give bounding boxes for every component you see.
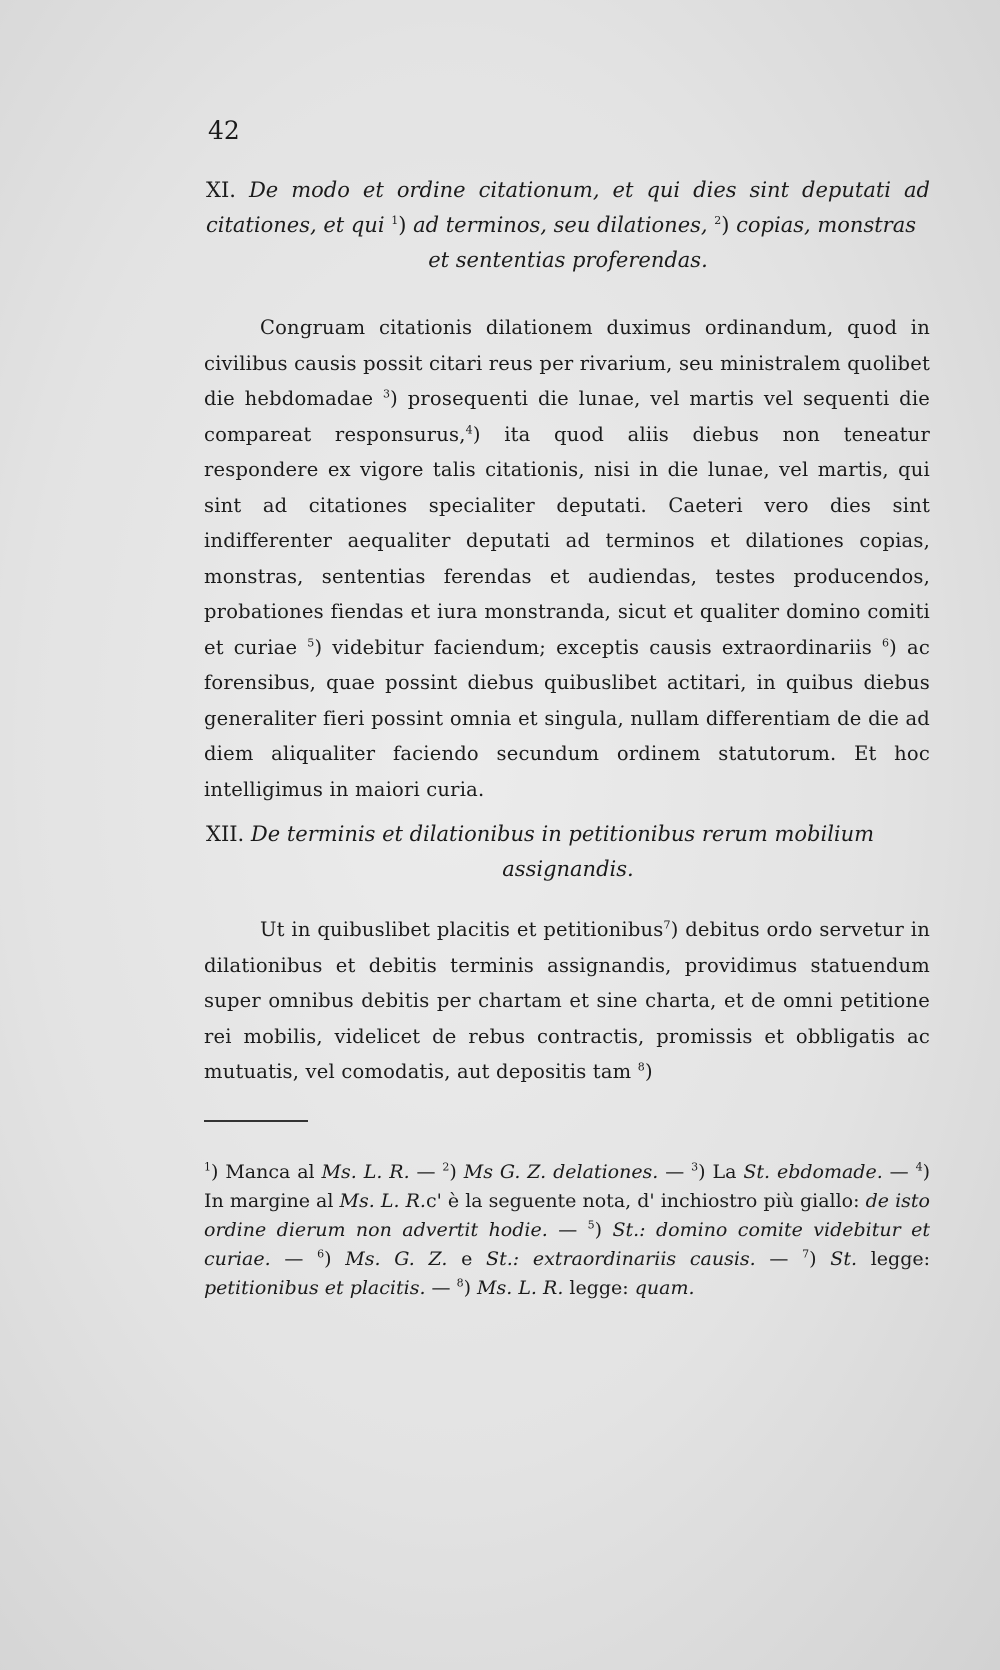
- footnote-text: St.: domino comite videbitur et curiae.: [204, 1219, 930, 1270]
- footnote-number: 3: [691, 1160, 699, 1174]
- paragraph-text: Congruam citationis dilationem duximus ordinandum, quod in civilibus causis possit citari reus per rivarium, seu ministralem quolibet die hebdomadae: [204, 316, 930, 410]
- footnote-text: La: [712, 1161, 737, 1183]
- footnote-text: quam.: [634, 1277, 695, 1299]
- footnote-text: legge:: [569, 1277, 629, 1299]
- section-title: copias, monstras: [736, 213, 916, 237]
- footnote-text: Manca al: [225, 1161, 315, 1183]
- footnote-ref: 5: [307, 636, 315, 649]
- footnote-ref: 3: [382, 387, 391, 401]
- section-heading-xii: [206, 817, 930, 887]
- footnote-text: In margine al: [204, 1190, 334, 1212]
- footnote-text: St.: [830, 1248, 857, 1270]
- footnote-number: 2: [442, 1160, 450, 1174]
- footnote-text: legge:: [870, 1248, 931, 1270]
- footnote-ref: 4: [465, 423, 473, 436]
- section-title-line: et sententias proferendas.: [428, 248, 708, 272]
- footnote-text: Ms. L. R.: [477, 1277, 564, 1299]
- footnote-text: Ms. L. R.: [339, 1190, 426, 1212]
- footnote-text: St.: extraordinariis causis.: [486, 1248, 756, 1270]
- footnote-number: 7: [802, 1247, 810, 1261]
- page-number: 42: [208, 116, 240, 145]
- footnote-text: e: [461, 1248, 473, 1270]
- footnotes: $^1$) Manca al Ms. L. R. — $^2$) Ms G. Z. delationes. — $^3$) La St. ebdomade. — $^4$) In margine al Ms. L. R.c' è la seguente nota, d' inchiostro più giallo: de isto ordine dierum non advertit hodie. — $^5$) St.: domino comite videbitur et curiae. — $^6$) Ms. G. Z. e St.: extraordinariis causis. — $^7$) St. legge: petitionibus et placitis. — $^8$) Ms. L. R. legge: quam.: [204, 1160, 931, 1299]
- section-title: ad terminos, seu dilationes,: [413, 213, 708, 237]
- footnote-text: Ms. L. R.: [321, 1161, 410, 1183]
- paragraph-text: debitus ordo servetur in dilationibus et debitis terminis assignandis, providimus statuendum super omnibus debitis per chartam et sine charta, et de omni petitione rei mobilis, videlicet de rebus contractis, promissis et obbligatis ac mutuatis, vel comodatis, aut depositis tam: [204, 918, 931, 1083]
- section-number: XI.: [206, 178, 236, 202]
- section-title: De modo et ordine citationum, et qui dies sint deputati ad citationes, et qui: [206, 178, 930, 237]
- footnote-number: 8: [456, 1276, 464, 1290]
- footnote-text: Ms G. Z. delationes.: [463, 1161, 659, 1183]
- footnote-ref: 1: [391, 214, 399, 227]
- footnote-text: petitionibus et placitis.: [204, 1277, 426, 1299]
- footnote-ref: 8: [637, 1060, 645, 1074]
- footnote-number: 5: [587, 1218, 595, 1232]
- paragraph-text: Ut in quibuslibet placitis et petitionibus: [260, 918, 664, 941]
- body-paragraph: Congruam citationis dilationem duximus ordinandum, quod in civilibus causis possit citari reus per rivarium, seu ministralem quolibet die hebdomadae $^3$) prosequenti die lunae, vel martis vel sequenti die compareat responsurus,$^4$) ita quod aliis diebus non teneatur respondere ex vigore talis citationis, nisi in die lunae, vel martis, qui sint ad citationes specialiter deputati. Caeteri vero dies sint indifferenter aequaliter deputati ad terminos et dilationes copias, monstras, sententias ferendas et audiendas, testes producendos, probationes fiendas et iura monstranda, sicut et qualiter domino comiti et curiae $^5$) videbitur faciendum; exceptis causis extraordinariis $^6$) ac forensibus, quae possint diebus quibuslibet actitari, in quibus diebus generaliter fieri possint omnia et singula, nullam differentiam de die ad diem aliqualiter faciendo secundum ordinem statutorum. Et hoc intelligimus in maiori curia.: [204, 316, 930, 801]
- footnote-number: 4: [915, 1160, 923, 1174]
- footnote-ref: 6: [881, 636, 890, 649]
- paragraph-text: ita quod aliis diebus non teneatur respondere ex vigore talis citationis, nisi in die lunae, vel martis, qui sint ad citationes specialiter deputati. Caeteri vero dies sint indifferenter aequaliter deputati ad terminos et dilationes copias, monstras, sententias ferendas et audiendas, testes producendos, probationes fiendas et iura monstranda, sicut et qualiter domino comiti et curiae: [204, 422, 930, 659]
- footnote-text: St. ebdomade.: [743, 1161, 883, 1183]
- paragraph-text: prosequenti die lunae, vel martis vel sequenti die compareat responsurus,: [204, 387, 930, 446]
- footnote-number: 1: [204, 1160, 211, 1174]
- paragraph-text: ac forensibus, quae possint diebus quibuslibet actitari, in quibus diebus generaliter fieri possint omnia et singula, nullam differentiam de die ad diem aliqualiter faciendo secundum ordinem statutorum. Et hoc intelligimus in maiori curia.: [204, 635, 930, 801]
- footnote-ref: 7: [663, 918, 671, 932]
- paragraph-text: videbitur faciendum; exceptis causis extraordinariis: [332, 635, 872, 659]
- footnote-text: Ms. G. Z.: [345, 1248, 448, 1270]
- section-title: De terminis et dilationibus in petitionibus rerum mobilium: [250, 822, 875, 846]
- footnote-ref: 2: [714, 214, 722, 227]
- section-heading-xi: XI. De modo et ordine citationum, et qui dies sint deputati ad citationes, et qui $^1$) ad terminos, seu dilationes, $^2$) copias, monstras et sententias proferendas.: [206, 173, 930, 278]
- footnote-text: c' è la seguente nota, d' inchiostro più giallo:: [425, 1190, 860, 1212]
- section-number: XII.: [206, 822, 245, 846]
- footnote-text: de isto ordine dierum non advertit hodie.: [204, 1190, 930, 1241]
- footnote-divider: [204, 1120, 308, 1122]
- body-paragraph: Ut in quibuslibet placitis et petitionibus$^7$) debitus ordo servetur in dilationibus et debitis terminis assignandis, providimus statuendum super omnibus debitis per chartam et sine charta, et de omni petitione rei mobilis, videlicet de rebus contractis, promissis et obbligatis ac mutuatis, vel comodatis, aut depositis tam $^8$): [204, 918, 931, 1083]
- footnote-number: 6: [317, 1247, 325, 1261]
- section-title-line: assignandis.: [502, 857, 634, 881]
